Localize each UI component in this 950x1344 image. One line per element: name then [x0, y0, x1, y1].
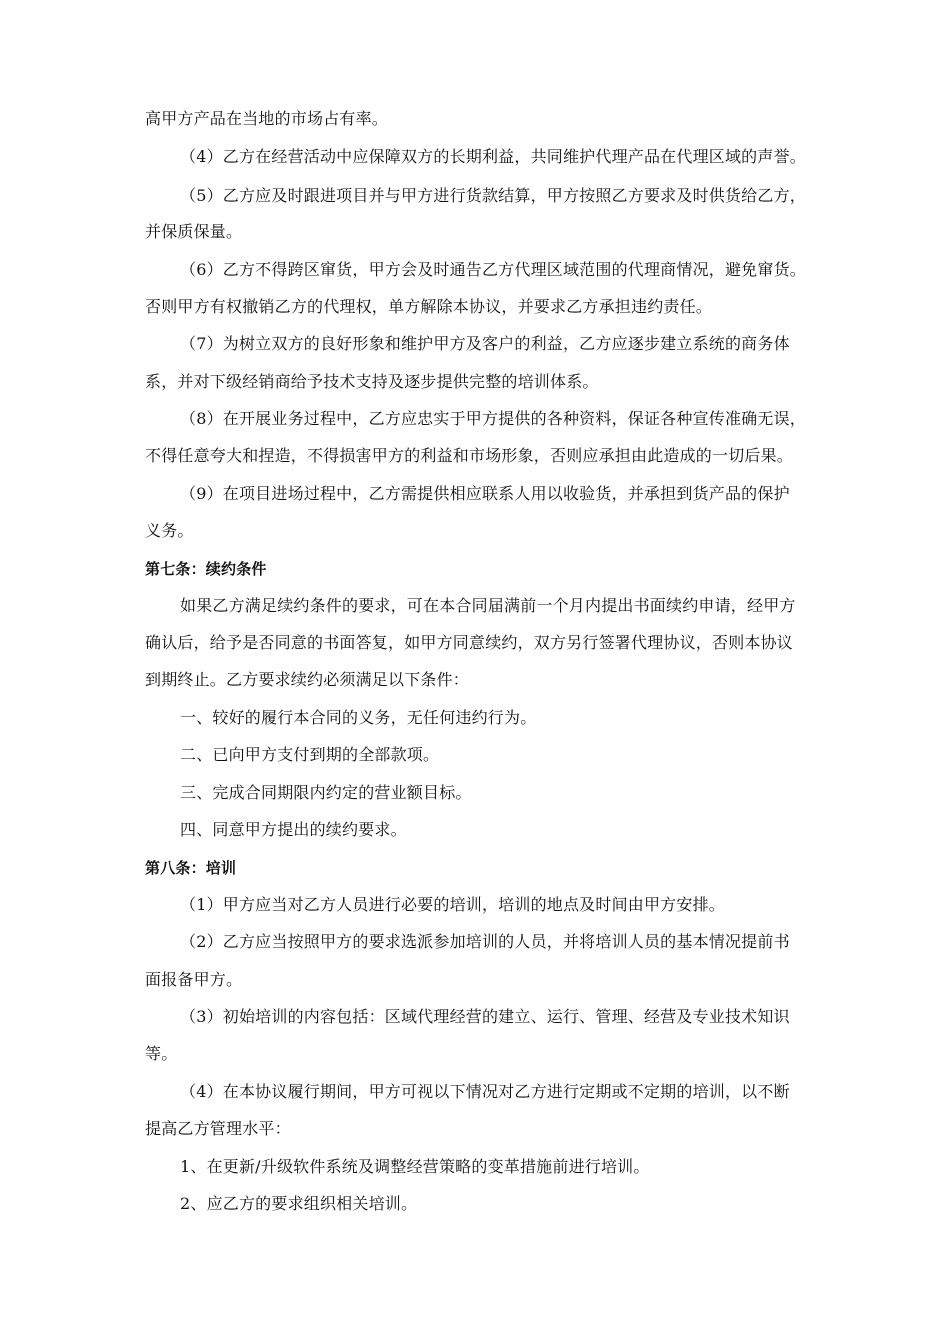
text-line: 不得任意夸大和捏造，不得损害甲方的利益和市场形象，否则应承担由此造成的一切后果。 — [145, 446, 794, 465]
text-line: 一、较好的履行本合同的义务，无任何违约行为。 — [180, 708, 537, 727]
text-line: （2）乙方应当按照甲方的要求选派参加培训的人员，并将培训人员的基本情况提前书 — [180, 932, 790, 951]
text-line: 到期终止。乙方要求续约必须满足以下条件： — [145, 670, 470, 689]
text-line: 提高乙方管理水平： — [145, 1119, 291, 1138]
text-line: 三、完成合同期限内约定的营业额目标。 — [180, 783, 472, 802]
text-line: 二、已向甲方支付到期的全部款项。 — [180, 745, 440, 764]
text-line: （1）甲方应当对乙方人员进行必要的培训，培训的地点及时间由甲方安排。 — [180, 895, 725, 914]
text-line: （7）为树立双方的良好形象和维护甲方及客户的利益，乙方应逐步建立系统的商务体 — [180, 334, 790, 353]
text-line: 系，并对下级经销商给予技术支持及逐步提供完整的培训体系。 — [145, 372, 599, 391]
section-heading: 第八条：培训 — [145, 859, 237, 877]
text-line: 并保质保量。 — [145, 222, 243, 241]
text-line: 否则甲方有权撤销乙方的代理权，单方解除本协议，并要求乙方承担违约责任。 — [145, 297, 713, 316]
text-line: （4）乙方在经营活动中应保障双方的长期利益，共同维护代理产品在代理区域的声誉。 — [180, 147, 806, 166]
text-line: 义务。 — [145, 521, 194, 540]
text-line: 1、在更新/升级软件系统及调整经营策略的变革措施前进行培训。 — [180, 1157, 650, 1176]
text-line: （9）在项目进场过程中，乙方需提供相应联系人用以收验货，并承担到货产品的保护 — [180, 484, 790, 503]
text-line: 如果乙方满足续约条件的要求，可在本合同届满前一个月内提出书面续约申请，经甲方 — [180, 596, 796, 615]
text-line: （8）在开展业务过程中，乙方应忠实于甲方提供的各种资料，保证各种宣传准确无误， — [180, 409, 806, 428]
text-line: 面报备甲方。 — [145, 970, 243, 989]
text-line: （5）乙方应及时跟进项目并与甲方进行货款结算，甲方按照乙方要求及时供货给乙方， — [180, 186, 806, 205]
text-line: （3）初始培训的内容包括：区域代理经营的建立、运行、管理、经营及专业技术知识 — [180, 1007, 790, 1026]
text-line: 四、同意甲方提出的续约要求。 — [180, 820, 407, 839]
section-heading: 第七条：续约条件 — [145, 560, 267, 578]
text-line: 确认后，给予是否同意的书面答复，如甲方同意续约，双方另行签署代理协议，否则本协议 — [145, 633, 794, 652]
text-line: 等。 — [145, 1044, 178, 1063]
text-line: （4）在本协议履行期间，甲方可视以下情况对乙方进行定期或不定期的培训，以不断 — [180, 1082, 790, 1101]
text-line: （6）乙方不得跨区窜货，甲方会及时通告乙方代理区域范围的代理商情况，避免窜货。 — [180, 260, 806, 279]
text-line: 高甲方产品在当地的市场占有率。 — [145, 109, 389, 128]
text-line: 2、应乙方的要求组织相关培训。 — [180, 1194, 418, 1213]
